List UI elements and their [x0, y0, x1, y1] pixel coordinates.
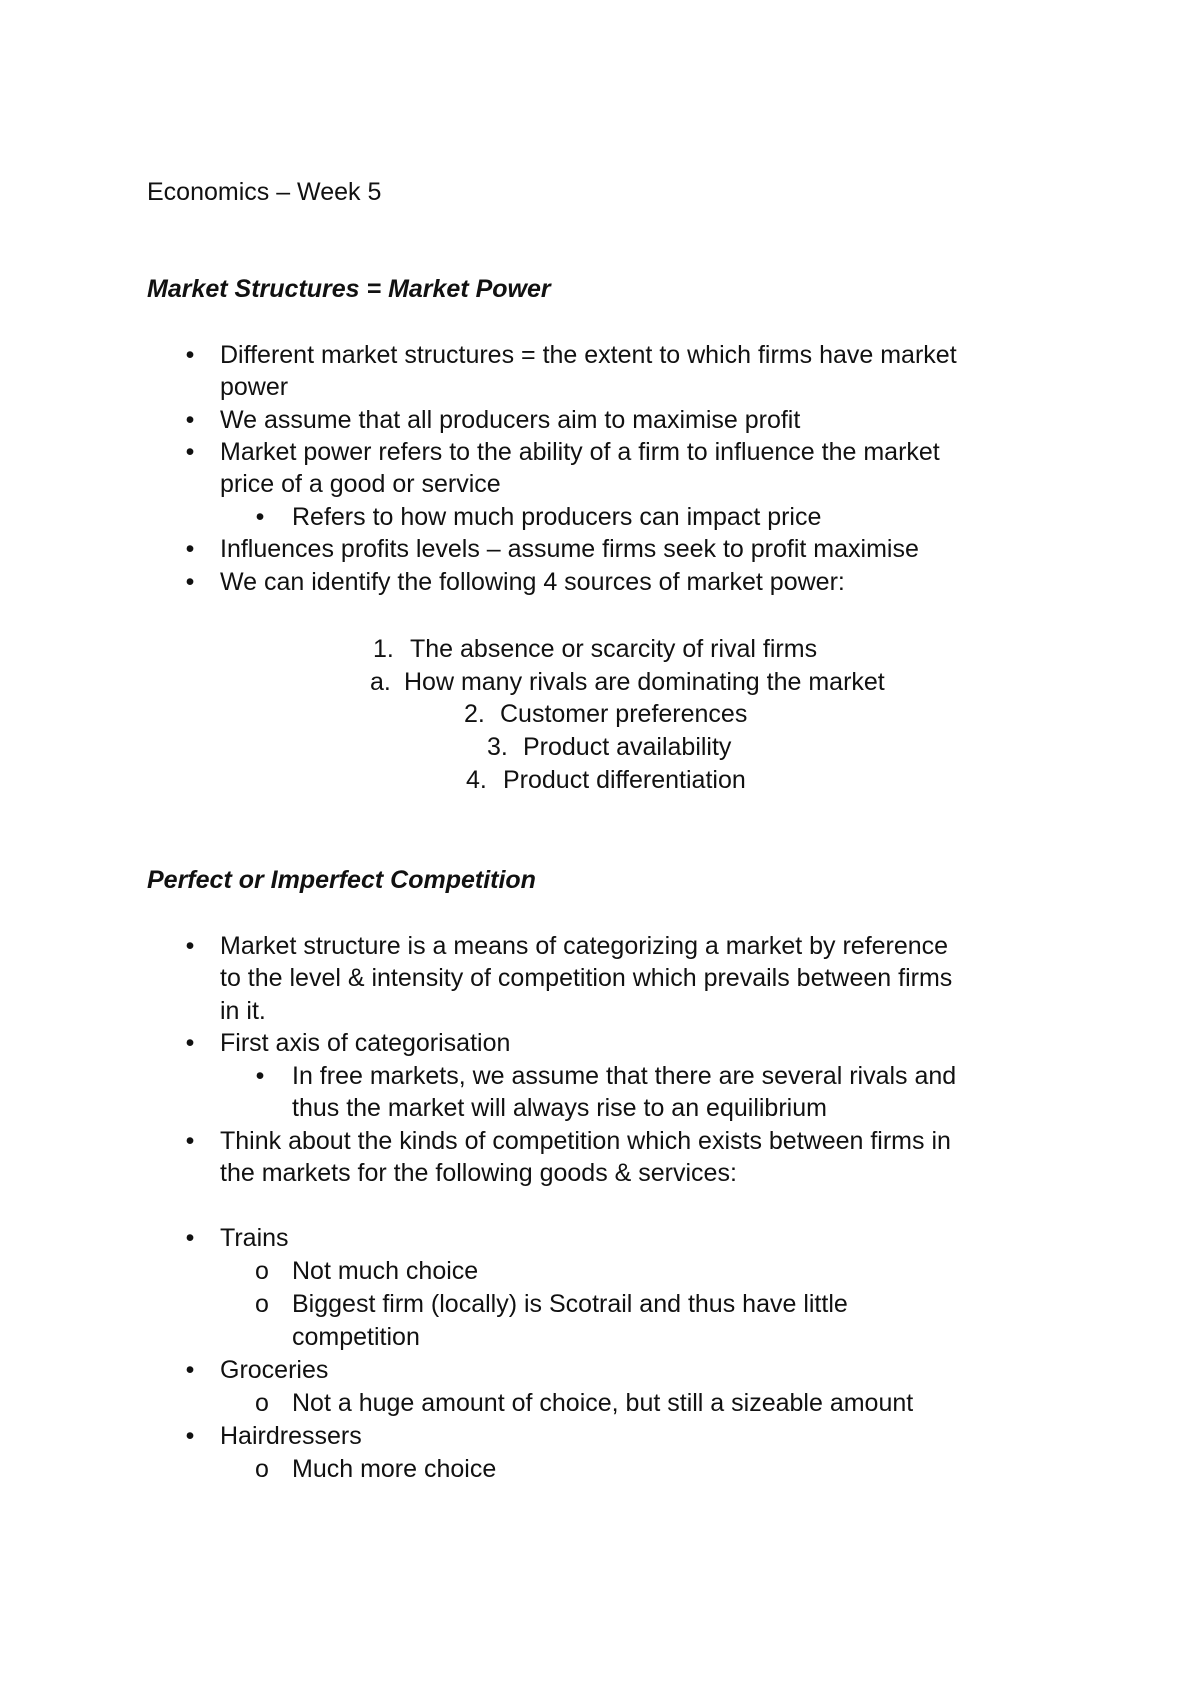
bullet-text: Think about the kinds of competition which exists between firms in: [220, 1127, 951, 1155]
circle-marker: o: [255, 1257, 269, 1285]
sub-bullet-text: Refers to how much producers can impact price: [292, 503, 822, 531]
circle-marker: o: [255, 1455, 269, 1483]
bullet-text-groceries: Groceries: [220, 1356, 329, 1384]
bullet-text: We assume that all producers aim to maximise profit: [220, 406, 801, 434]
bullet-marker: •: [185, 341, 195, 369]
bullet-marker: •: [185, 406, 195, 434]
list-item-text: How many rivals are dominating the market: [404, 668, 885, 696]
sub-item-text: Not much choice: [292, 1257, 479, 1285]
bullet-marker: •: [185, 932, 195, 960]
bullet-text: Market power refers to the ability of a firm to influence the market: [220, 438, 940, 466]
bullet-marker: •: [185, 1422, 195, 1450]
bullet-marker: •: [185, 568, 195, 596]
circle-marker: o: [255, 1389, 269, 1417]
bullet-text-continued: in it.: [220, 997, 266, 1025]
section-heading-competition: Perfect or Imperfect Competition: [147, 866, 536, 894]
sub-item-text: Biggest firm (locally) is Scotrail and thus have little: [292, 1290, 848, 1318]
bullet-text: Different market structures = the extent to which firms have market: [220, 341, 957, 369]
document-title: Economics – Week 5: [147, 178, 382, 206]
sub-item-text: Not a huge amount of choice, but still a sizeable amount: [292, 1389, 914, 1417]
bullet-text-hairdressers: Hairdressers: [220, 1422, 362, 1450]
list-number: 4.: [466, 766, 487, 794]
bullet-text-continued: to the level & intensity of competition which prevails between firms: [220, 964, 953, 992]
bullet-marker: •: [185, 1127, 195, 1155]
list-number: 3.: [487, 733, 508, 761]
list-letter: a.: [370, 668, 391, 696]
bullet-text: Market structure is a means of categorizing a market by reference: [220, 932, 949, 960]
section-heading-market-structures: Market Structures = Market Power: [147, 275, 551, 303]
sub-bullet-text: In free markets, we assume that there are several rivals and: [292, 1062, 957, 1090]
sub-bullet-text-continued: thus the market will always rise to an equilibrium: [292, 1094, 827, 1122]
sub-bullet-marker: •: [255, 1062, 265, 1090]
bullet-text: We can identify the following 4 sources of market power:: [220, 568, 845, 596]
list-number: 2.: [464, 700, 485, 728]
bullet-marker: •: [185, 535, 195, 563]
list-number: 1.: [373, 635, 394, 663]
list-item-text: Product availability: [523, 733, 732, 761]
sub-bullet-marker: •: [255, 503, 265, 531]
sub-item-text: Much more choice: [292, 1455, 497, 1483]
circle-marker: o: [255, 1290, 269, 1318]
bullet-text-trains: Trains: [220, 1224, 289, 1252]
bullet-marker: •: [185, 1224, 195, 1252]
bullet-text-continued: power: [220, 373, 289, 401]
sub-item-text-continued: competition: [292, 1323, 420, 1351]
bullet-marker: •: [185, 438, 195, 466]
list-item-text: Customer preferences: [500, 700, 748, 728]
list-item-text: The absence or scarcity of rival firms: [410, 635, 818, 663]
bullet-text: Influences profits levels – assume firms seek to profit maximise: [220, 535, 919, 563]
bullet-text-continued: price of a good or service: [220, 470, 501, 498]
bullet-text-continued: the markets for the following goods & services:: [220, 1159, 737, 1187]
bullet-marker: •: [185, 1356, 195, 1384]
bullet-marker: •: [185, 1029, 195, 1057]
list-item-text: Product differentiation: [503, 766, 746, 794]
bullet-text: First axis of categorisation: [220, 1029, 511, 1057]
